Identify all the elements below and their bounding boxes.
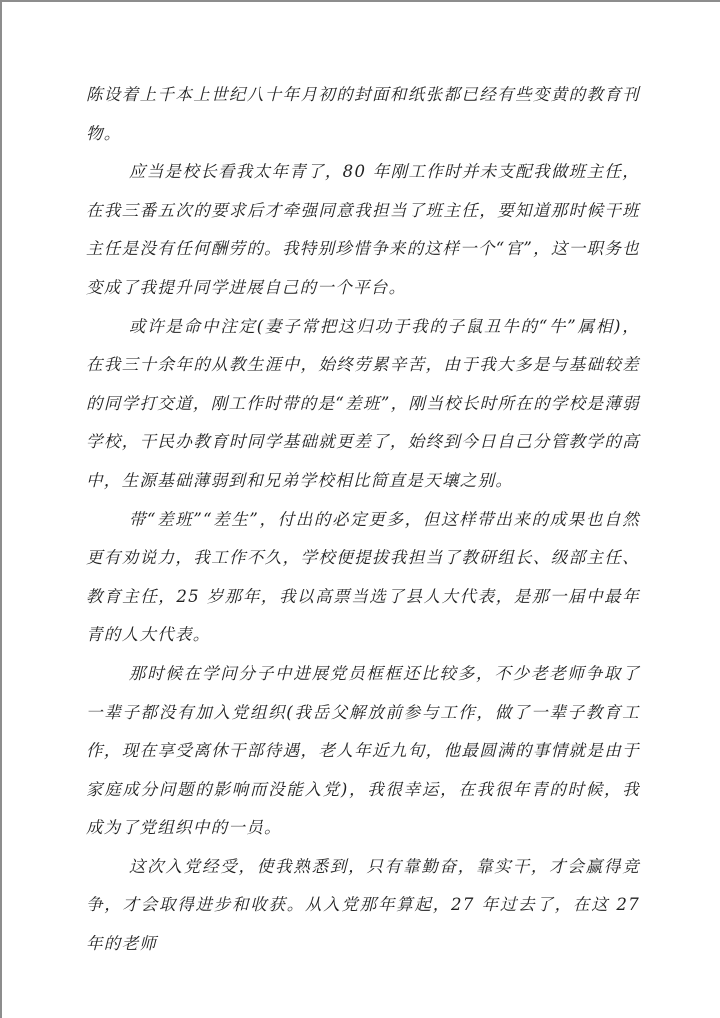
- paragraph: 带“差班”“差生”，付出的必定更多，但这样带出来的成果也自然更有劝说力，我工作不久，学校便提拔我担当了教研组长、级部主任、教育主任，25 岁那年，我以高票当选了县人大代表，是那一届中最年青的人大代表。: [86, 509, 640, 645]
- paragraph: 陈设着上千本上世纪八十年月初的封面和纸张都已经有些变黄的教育刊物。: [86, 85, 640, 143]
- paragraph: 或许是命中注定(妻子常把这归功于我的子鼠丑牛的“牛”属相)，在我三十余年的从教生涯中，始终劳累辛苦，由于我大多是与基础较差的同学打交道，刚工作时带的是“差班”，刚当校长时所在的学校是薄弱学校，干民办教育时同学基础就更差了，始终到今日自己分管教学的高中，生源基础薄弱到和兄弟学校相比简直是天壤之别。: [86, 316, 640, 490]
- document-body: [2, 2, 720, 964]
- paragraph: 应当是校长看我太年青了，80 年刚工作时并未支配我做班主任，在我三番五次的要求后才牵强同意我担当了班主任，要知道那时候干班主任是没有任何酬劳的。我特别珍惜争来的这样一个“官”，这一职务也变成了我提升同学进展自己的一个平台。: [86, 162, 640, 297]
- paragraph: 这次入党经受，使我熟悉到，只有靠勤奋，靠实干，才会赢得竞争，才会取得进步和收获。从入党那年算起，27 年过去了，在这 27 年的老师: [86, 856, 640, 954]
- paragraph: 那时候在学问分子中进展党员框框还比较多，不少老老师争取了一辈子都没有加入党组织(我岳父解放前参与工作，做了一辈子教育工作，现在享受离休干部待遇，老人年近九旬，他最圆满的事情就是由于家庭成分问题的影响而没能入党)，我很幸运，在我很年青的时候，我成为了党组织中的一员。: [86, 663, 640, 838]
